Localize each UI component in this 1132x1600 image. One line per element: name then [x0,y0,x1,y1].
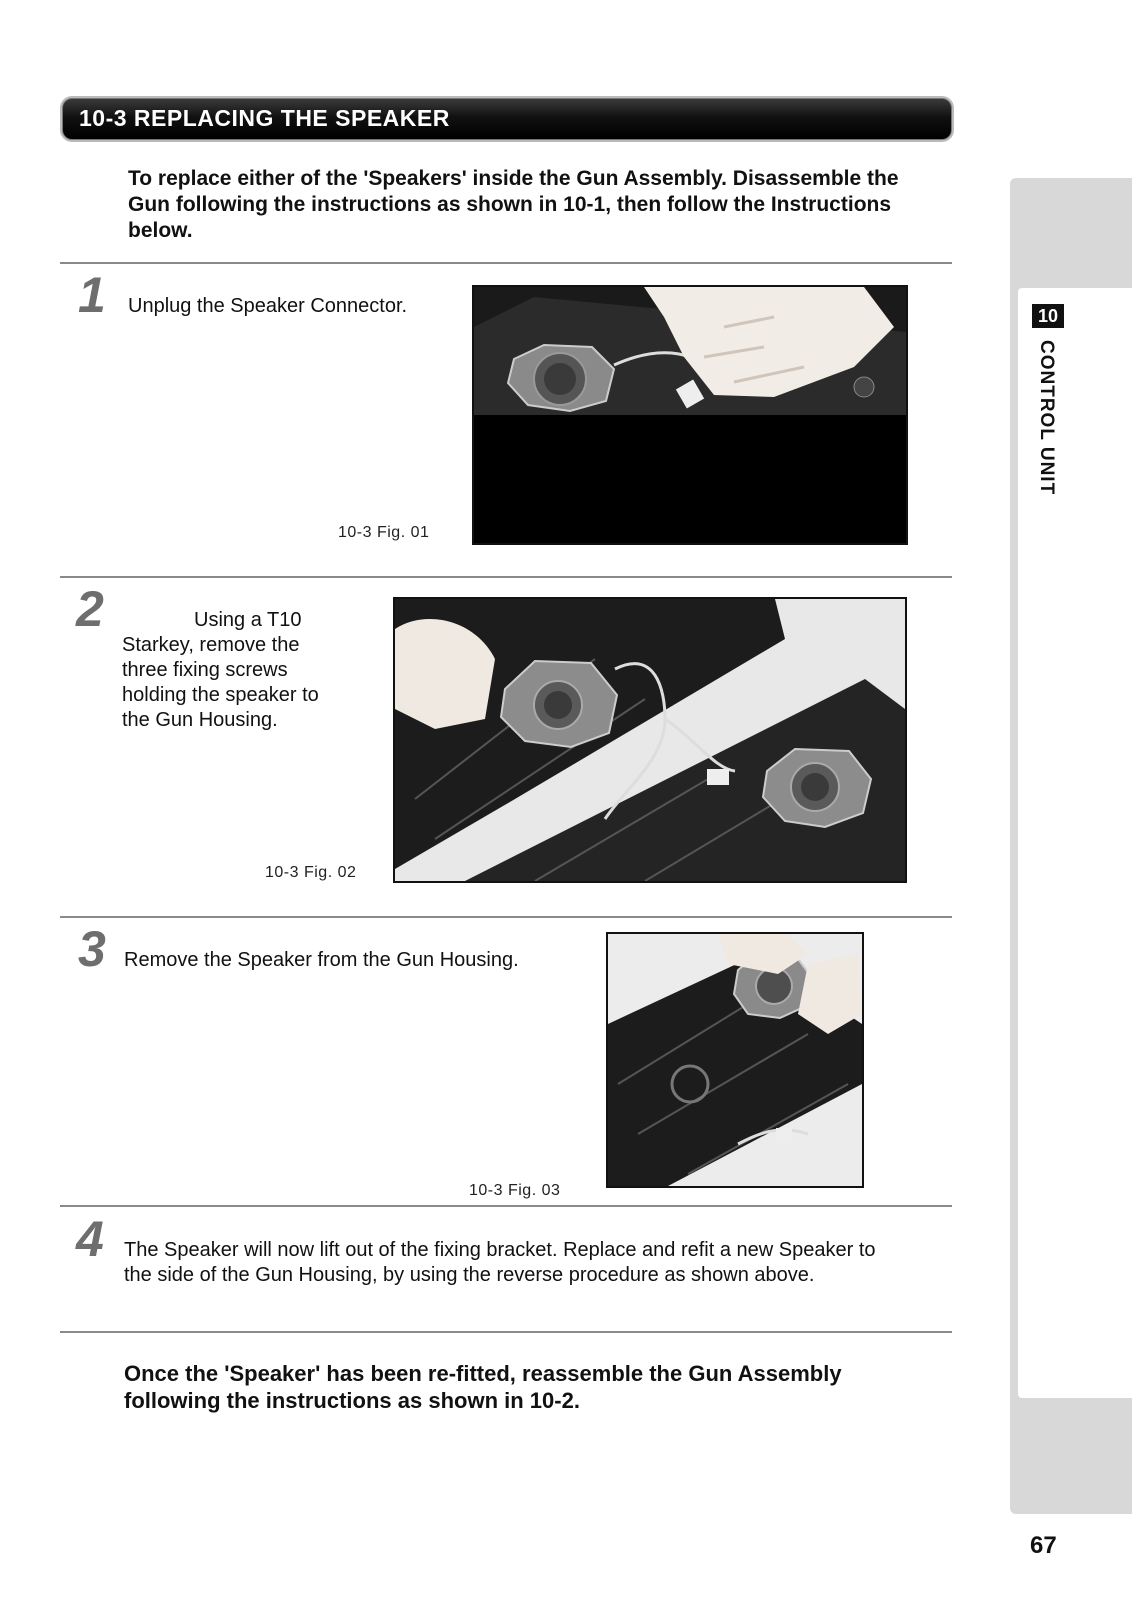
outro-paragraph: Once the 'Speaker' has been re-fitted, reassemble the Gun Assembly following the instructions as shown in 10-2. [124,1361,842,1413]
divider [60,262,952,264]
step-2-photo [393,597,907,883]
step-2-text: Using a T10 Starkey, remove the three fixing screws holding the speaker to the Gun Housing. [122,609,319,731]
intro-paragraph: To replace either of the 'Speakers' inside the Gun Assembly. Disassemble the Gun following the instructions as shown in 10-1, then follow the Instructions below. [128,167,899,242]
section-title: 10-3 REPLACING THE SPEAKER [79,105,450,131]
divider [60,1331,952,1333]
step-1-caption: 10-3 Fig. 01 [338,524,430,541]
step-3-photo [606,932,864,1188]
step-2-number: 2 [76,581,104,637]
step-1-number: 1 [78,267,106,323]
step-1-photo [472,285,908,545]
step-3-caption: 10-3 Fig. 03 [469,1182,561,1199]
divider [60,916,952,918]
section-header [62,98,952,140]
step-1-text: Unplug the Speaker Connector. [128,295,408,317]
step-3-number: 3 [78,921,106,977]
step-3-text: Remove the Speaker from the Gun Housing. [124,949,519,971]
page-number: 67 [1030,1532,1057,1559]
divider [60,1205,952,1207]
step-4-text: The Speaker will now lift out of the fixing bracket. Replace and refit a new Speaker to the side of the Gun Housing, by using the reverse procedure as shown above. [124,1239,876,1286]
step-2-caption: 10-3 Fig. 02 [265,864,357,881]
step-4-number: 4 [76,1211,104,1267]
divider [60,576,952,578]
chapter-title: CONTROL UNIT [1036,340,1057,496]
chapter-number-badge: 10 [1032,304,1064,328]
